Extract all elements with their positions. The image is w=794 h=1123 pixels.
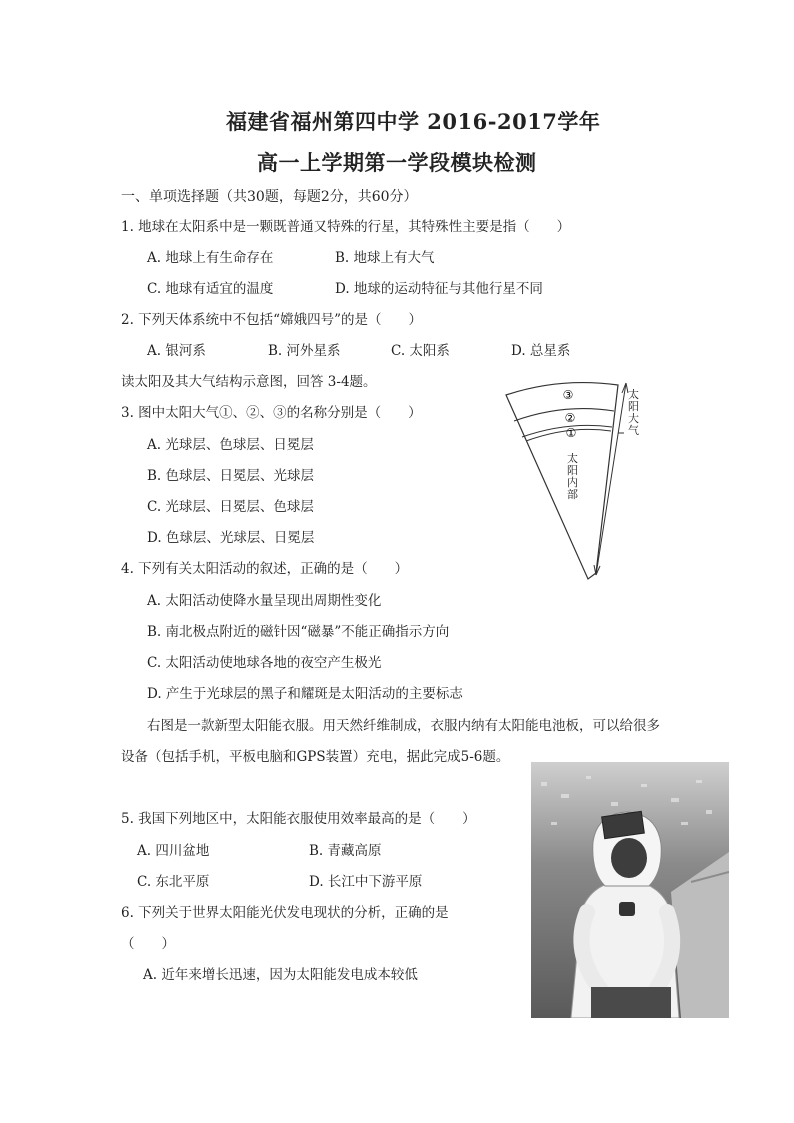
question-2-option-a: A. 银河系 bbox=[147, 343, 206, 359]
intro-questions-5-6-line1: 右图是一款新型太阳能衣服。用天然纤维制成，衣服内纳有太阳能电池板，可以给很多 bbox=[147, 718, 660, 734]
section-heading: 一、单项选择题（共30题，每题2分，共60分） bbox=[121, 189, 418, 205]
question-2-option-c: C. 太阳系 bbox=[391, 343, 450, 359]
question-2-stem: 2. 下列天体系统中不包括“嫦娥四号”的是（ ） bbox=[121, 312, 422, 328]
question-3-option-d: D. 色球层、光球层、日冕层 bbox=[147, 530, 315, 546]
question-6-answer-paren: （ ） bbox=[121, 936, 175, 952]
question-4-stem: 4. 下列有关太阳活动的叙述，正确的是（ ） bbox=[121, 561, 409, 577]
solar-clothing-photo bbox=[531, 762, 729, 1018]
question-1-option-a: A. 地球上有生命存在 bbox=[147, 250, 274, 266]
question-1-stem: 1. 地球在太阳系中是一颗既普通又特殊的行星，其特殊性主要是指（ ） bbox=[121, 219, 571, 235]
question-3-option-a: A. 光球层、色球层、日冕层 bbox=[147, 437, 314, 453]
question-5-option-c: C. 东北平原 bbox=[137, 874, 210, 890]
page-title-line2: 高一上学期第一学段模块检测 bbox=[257, 150, 537, 175]
question-4-option-b: B. 南北极点附近的磁针因“磁暴”不能正确指示方向 bbox=[147, 624, 450, 640]
question-5-option-a: A. 四川盆地 bbox=[137, 843, 210, 859]
sun-structure-diagram bbox=[500, 375, 650, 585]
question-1-option-d: D. 地球的运动特征与其他行星不同 bbox=[335, 281, 543, 297]
layer-1-label: ① bbox=[565, 426, 577, 440]
question-5-option-b: B. 青藏高原 bbox=[309, 843, 382, 859]
sun-atmosphere-label: 太阳大气 bbox=[628, 388, 639, 437]
question-3-option-b: B. 色球层、日冕层、光球层 bbox=[147, 468, 315, 484]
question-5-option-d: D. 长江中下游平原 bbox=[309, 874, 423, 890]
sun-interior-label: 太阳内部 bbox=[567, 452, 578, 501]
layer-3-label: ③ bbox=[562, 388, 574, 402]
page-title-line1: 福建省福州第四中学 2016-2017学年 bbox=[226, 109, 601, 134]
question-4-option-a: A. 太阳活动使降水量呈现出周期性变化 bbox=[147, 593, 382, 609]
question-4-option-c: C. 太阳活动使地球各地的夜空产生极光 bbox=[147, 655, 382, 671]
question-3-option-c: C. 光球层、日冕层、色球层 bbox=[147, 499, 314, 515]
layer-2-label: ② bbox=[564, 411, 576, 425]
intro-questions-3-4: 读太阳及其大气结构示意图，回答 3-4题。 bbox=[121, 374, 377, 390]
question-2-option-d: D. 总星系 bbox=[511, 343, 571, 359]
question-6-stem: 6. 下列关于世界太阳能光伏发电现状的分析，正确的是 bbox=[121, 905, 449, 921]
question-2-option-b: B. 河外星系 bbox=[268, 343, 341, 359]
question-1-option-c: C. 地球有适宜的温度 bbox=[147, 281, 274, 297]
question-3-stem: 3. 图中太阳大气①、②、③的名称分别是（ ） bbox=[121, 405, 422, 421]
question-1-option-b: B. 地球上有大气 bbox=[335, 250, 435, 266]
question-6-option-a: A. 近年来增长迅速，因为太阳能发电成本较低 bbox=[143, 967, 418, 983]
question-4-option-d: D. 产生于光球层的黑子和耀斑是太阳活动的主要标志 bbox=[147, 686, 463, 702]
intro-questions-5-6-line2: 设备（包括手机，平板电脑和GPS装置）充电，据此完成5-6题。 bbox=[121, 749, 510, 765]
question-5-stem: 5. 我国下列地区中，太阳能衣服使用效率最高的是（ ） bbox=[121, 811, 476, 827]
